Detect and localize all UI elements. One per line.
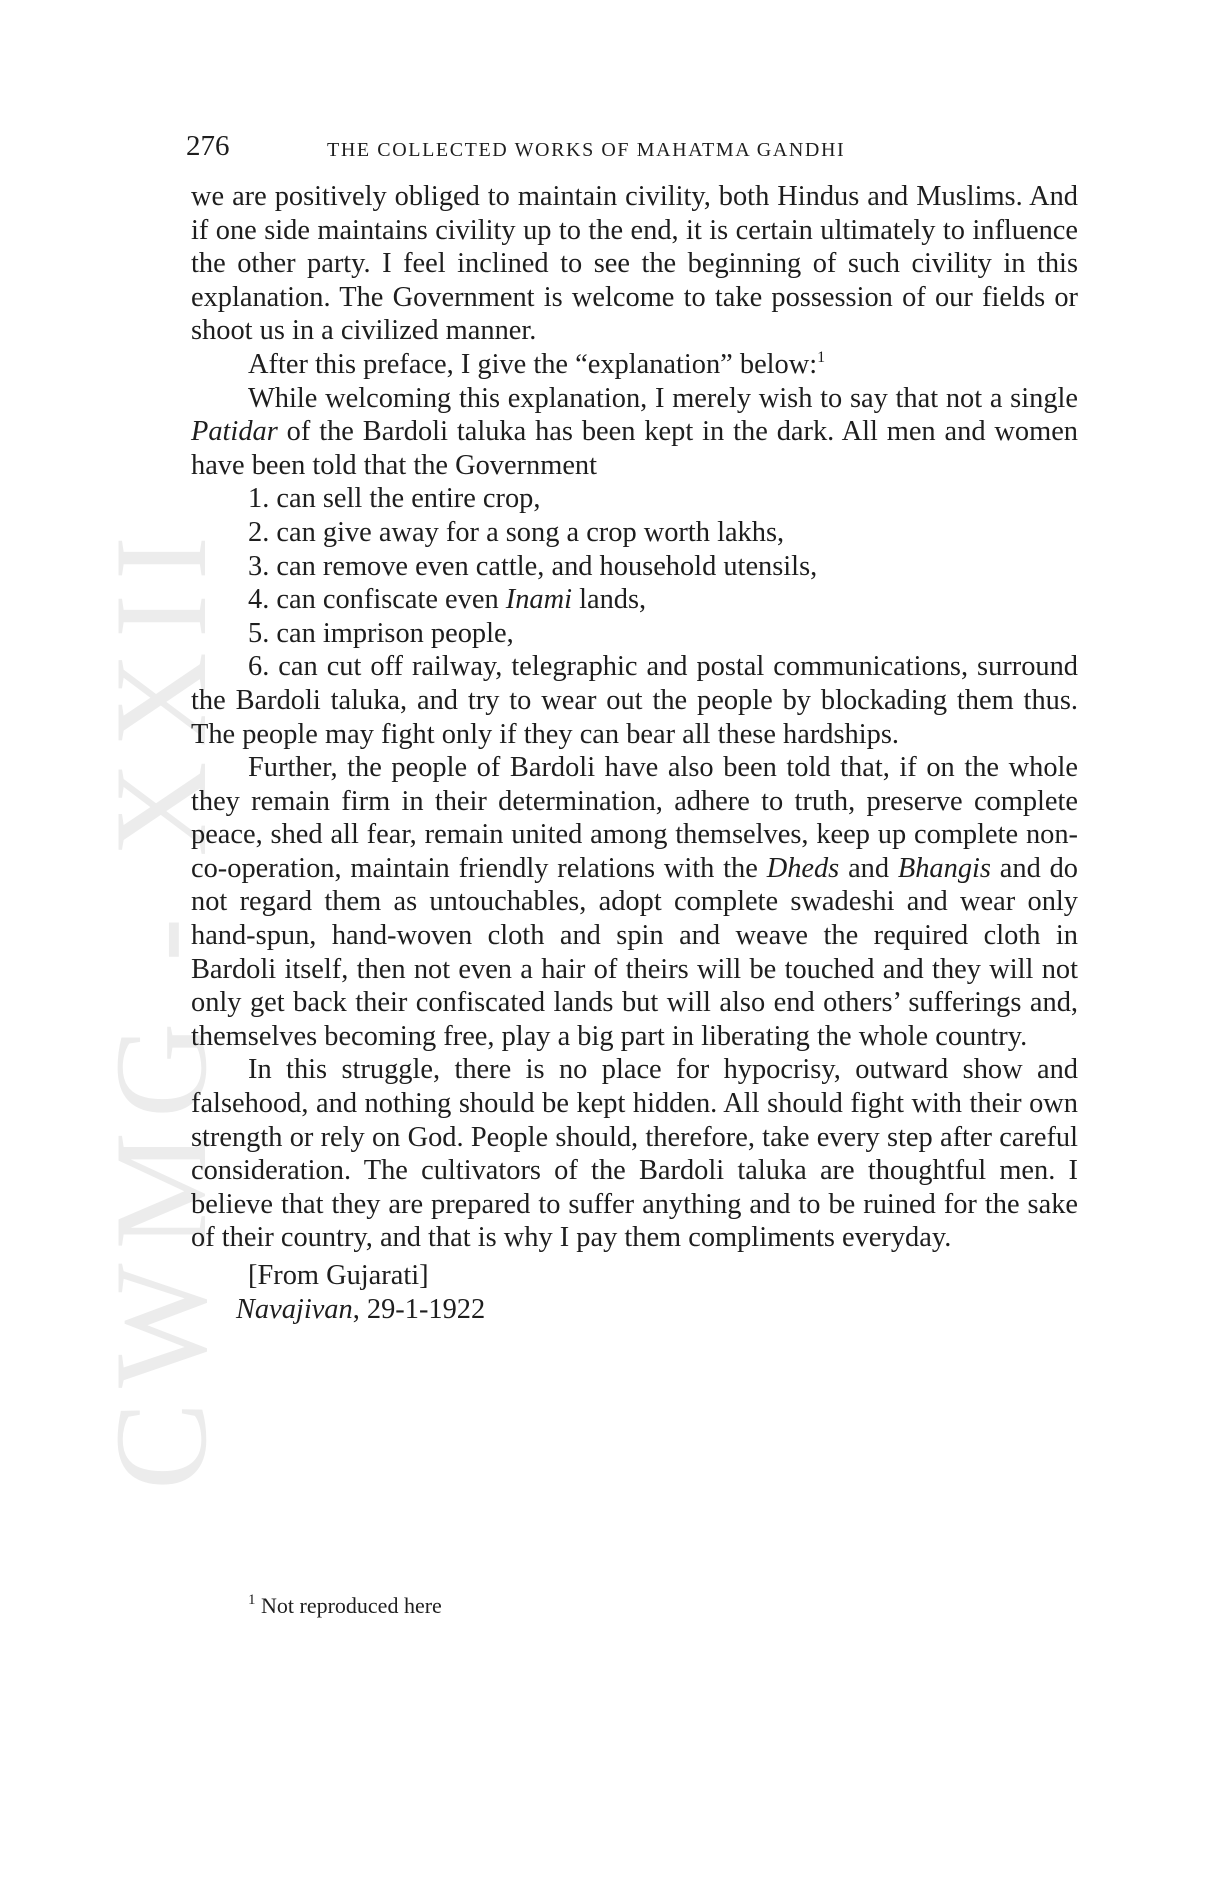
footnote: [248, 1593, 442, 1619]
list-item-4-text-b: lands,: [572, 584, 647, 616]
paragraph-7-text-b: and: [839, 852, 898, 884]
paragraph-3-text-a: While welcoming this explanation, I merely wish to say that not a single: [248, 382, 1078, 414]
list-item-6: 6. can cut off railway, telegraphic and postal communications, surround the Bardoli taluka, and try to wear out the people by blockading them thus. The people may fight only if they can bear all these hardships.: [191, 651, 1078, 750]
list-item-4-text-a: 4. can confiscate even: [248, 584, 506, 616]
paragraph-3-text-b: of the Bardoli taluka has been kept in the dark. All men and women have been told that the Government: [191, 416, 1078, 481]
source-note: [From Gujarati]: [248, 1260, 429, 1291]
paragraph-7-text-a: Further, the people of Bardoli have also been told that, if on the whole they remain firm in their determination, adhere to truth, preserve complete peace, shed all fear, remain united among themselves, keep up complete non-co-operation, maintain friendly relations with the: [191, 752, 1078, 884]
paragraph-1: we are positively obliged to maintain civility, both Hindus and Muslims. And if one side maintains civility up to the end, it is certain ultimately to influence the other party. I feel inclined to see the beginning of such civility in this explanation. The Government is welcome to take possession of our fields or shoot us in a civilized manner.: [191, 181, 1078, 347]
list-item-2: 2. can give away for a song a crop worth lakhs,: [248, 516, 785, 548]
paragraph-7: [191, 751, 1078, 1053]
term-inami: Inami: [505, 584, 572, 616]
citation-title: Navajivan: [236, 1293, 353, 1325]
term-patidar: Patidar: [191, 416, 278, 448]
paragraph-7-text-c: and do not regard them as untouchables, adopt complete swadeshi and wear only hand-spun, hand-woven cloth and spin and weave the required cloth in Bardoli itself, then not even a hair of theirs will be touched and they will not only get back their confiscated lands but will also end others’ sufferings and, themselves becoming free, play a big part in liberating the whole country.: [191, 852, 1078, 1052]
watermark: CWMG - XXII: [87, 522, 234, 1490]
paragraph-8: In this struggle, there is no place for hypocrisy, outward show and falsehood, and nothing should be kept hidden. All should fight with their own strength or rely on God. People should, therefore, take every step after careful consideration. The cultivators of the Bardoli taluka are thoughtful men. I believe that they are prepared to suffer anything and to be ruined for the sake of their country, and that is why I pay them compliments everyday.: [191, 1054, 1078, 1254]
footnote-text: Not reproduced here: [255, 1593, 442, 1618]
list-item-3: 3. can remove even cattle, and household utensils,: [248, 550, 818, 582]
citation: [191, 1293, 1078, 1327]
term-bhangis: Bhangis: [897, 852, 991, 884]
running-title: THE COLLECTED WORKS OF MAHATMA GANDHI: [327, 139, 846, 161]
citation-date: , 29-1-1922: [352, 1293, 486, 1325]
page-number: 276: [186, 130, 230, 162]
list-item-5: 5. can imprison people,: [248, 617, 514, 649]
list-item-1: 1. can sell the entire crop,: [248, 483, 541, 515]
paragraph-2: [191, 348, 1078, 382]
paragraph-3: [191, 382, 1078, 483]
footnote-ref: 1: [817, 348, 826, 366]
page-header: [186, 130, 1076, 163]
list-item-4: [191, 583, 1078, 617]
term-dheds: Dheds: [766, 852, 840, 884]
paragraph-2-text: After this preface, I give the “explanation” below:: [248, 348, 818, 380]
footnote-marker: 1: [248, 1592, 256, 1608]
body-text: [191, 180, 1078, 1326]
